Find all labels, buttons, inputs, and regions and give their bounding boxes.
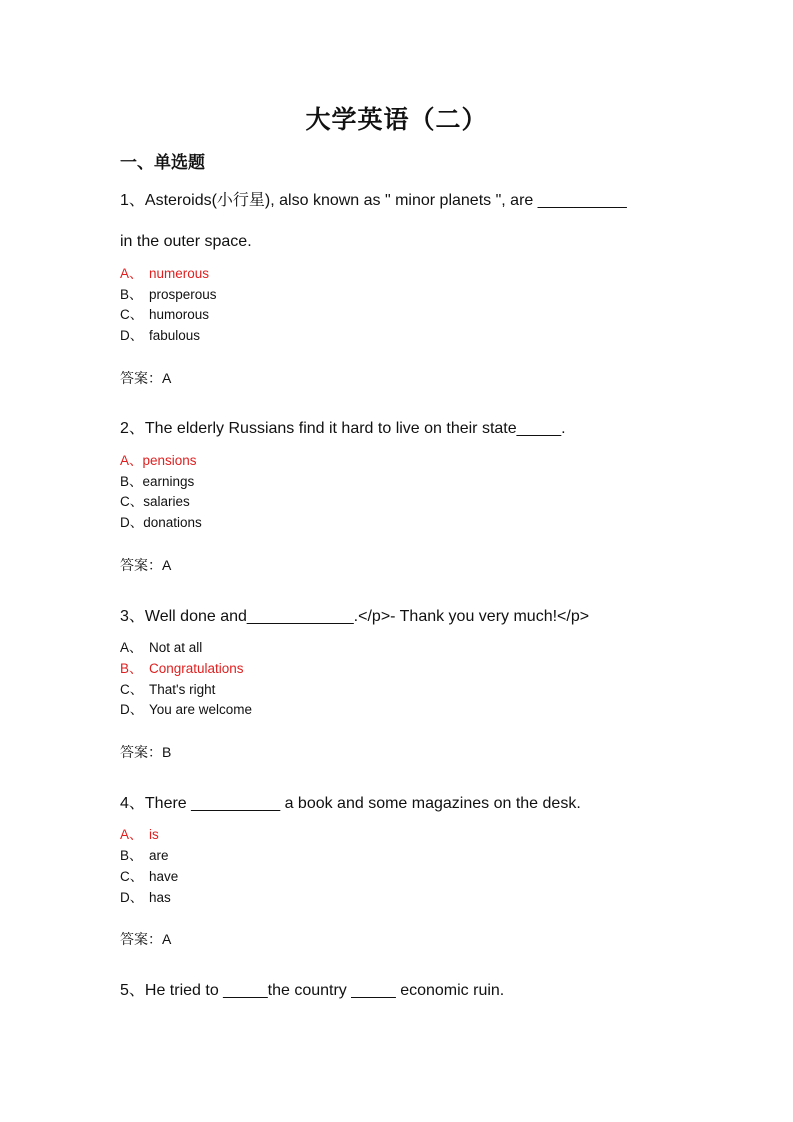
question-2-option-c — [120, 493, 190, 511]
question-3-option-d — [120, 701, 252, 719]
answer-prefix: 答案： — [120, 931, 162, 947]
option-text: are — [149, 848, 169, 863]
question-3-stem: 3、Well done and____________.</p>- Thank you very much!</p> — [120, 608, 590, 625]
option-label: D、 — [120, 328, 144, 343]
question-3-option-b — [120, 660, 244, 678]
question-1-option-b — [120, 286, 217, 304]
answer-prefix: 答案： — [120, 557, 162, 573]
option-label: B、 — [120, 661, 143, 676]
question-2-option-a — [120, 452, 197, 470]
option-text: That's right — [149, 682, 216, 697]
answer-prefix: 答案： — [120, 370, 162, 386]
question-2-answer — [120, 556, 171, 574]
option-text: earnings — [142, 474, 195, 489]
question-1-option-d — [120, 327, 200, 345]
question-2-stem: 2、The elderly Russians find it hard to live on their state_____. — [120, 420, 566, 437]
option-text: pensions — [142, 453, 197, 468]
option-label: B、 — [120, 474, 143, 489]
question-4-option-a — [120, 826, 159, 844]
answer-value: B — [162, 744, 172, 760]
option-text: fabulous — [149, 328, 201, 343]
option-text: prosperous — [149, 287, 217, 302]
question-2-option-b — [120, 473, 194, 491]
answer-value: A — [162, 370, 172, 386]
option-text: has — [149, 890, 171, 905]
question-3-option-c — [120, 681, 215, 699]
option-label: C、 — [120, 494, 144, 509]
option-label: A、 — [120, 640, 143, 655]
question-3-option-a — [120, 639, 202, 657]
page-title: 大学英语（二） — [305, 105, 488, 134]
question-4-option-d — [120, 889, 171, 907]
question-1-option-c — [120, 306, 209, 324]
question-3-answer — [120, 743, 171, 761]
option-text: You are welcome — [149, 702, 253, 717]
question-4-stem: 4、There __________ a book and some magazines on the desk. — [120, 795, 581, 812]
option-label: D、 — [120, 890, 144, 905]
question-1-stem-line1: 1、Asteroids(小行星), also known as " minor planets ", are __________ — [120, 192, 627, 209]
answer-prefix: 答案： — [120, 744, 162, 760]
option-label: D、 — [120, 515, 144, 530]
option-label: B、 — [120, 848, 143, 863]
question-4-option-b — [120, 847, 169, 865]
question-2-option-d — [120, 514, 202, 532]
option-label: C、 — [120, 869, 144, 884]
question-4-option-c — [120, 868, 178, 886]
option-text: salaries — [143, 494, 190, 509]
question-5-stem: 5、He tried to _____the country _____ economic ruin. — [120, 982, 505, 999]
question-1-option-a — [120, 265, 209, 283]
answer-value: A — [162, 931, 172, 947]
option-text: Congratulations — [149, 661, 244, 676]
section-heading: 一、单选题 — [120, 153, 205, 173]
option-text: Not at all — [149, 640, 203, 655]
option-label: A、 — [120, 453, 143, 468]
option-label: A、 — [120, 266, 143, 281]
question-1-stem-line2: in the outer space. — [120, 233, 252, 250]
option-text: is — [149, 827, 159, 842]
option-label: A、 — [120, 827, 143, 842]
option-label: D、 — [120, 702, 144, 717]
option-text: have — [149, 869, 179, 884]
option-text: numerous — [149, 266, 210, 281]
option-label: C、 — [120, 307, 144, 322]
option-label: C、 — [120, 682, 144, 697]
question-1-answer — [120, 369, 171, 387]
answer-value: A — [162, 557, 172, 573]
option-text: donations — [143, 515, 202, 530]
option-label: B、 — [120, 287, 143, 302]
option-text: humorous — [149, 307, 210, 322]
question-4-answer — [120, 930, 171, 948]
